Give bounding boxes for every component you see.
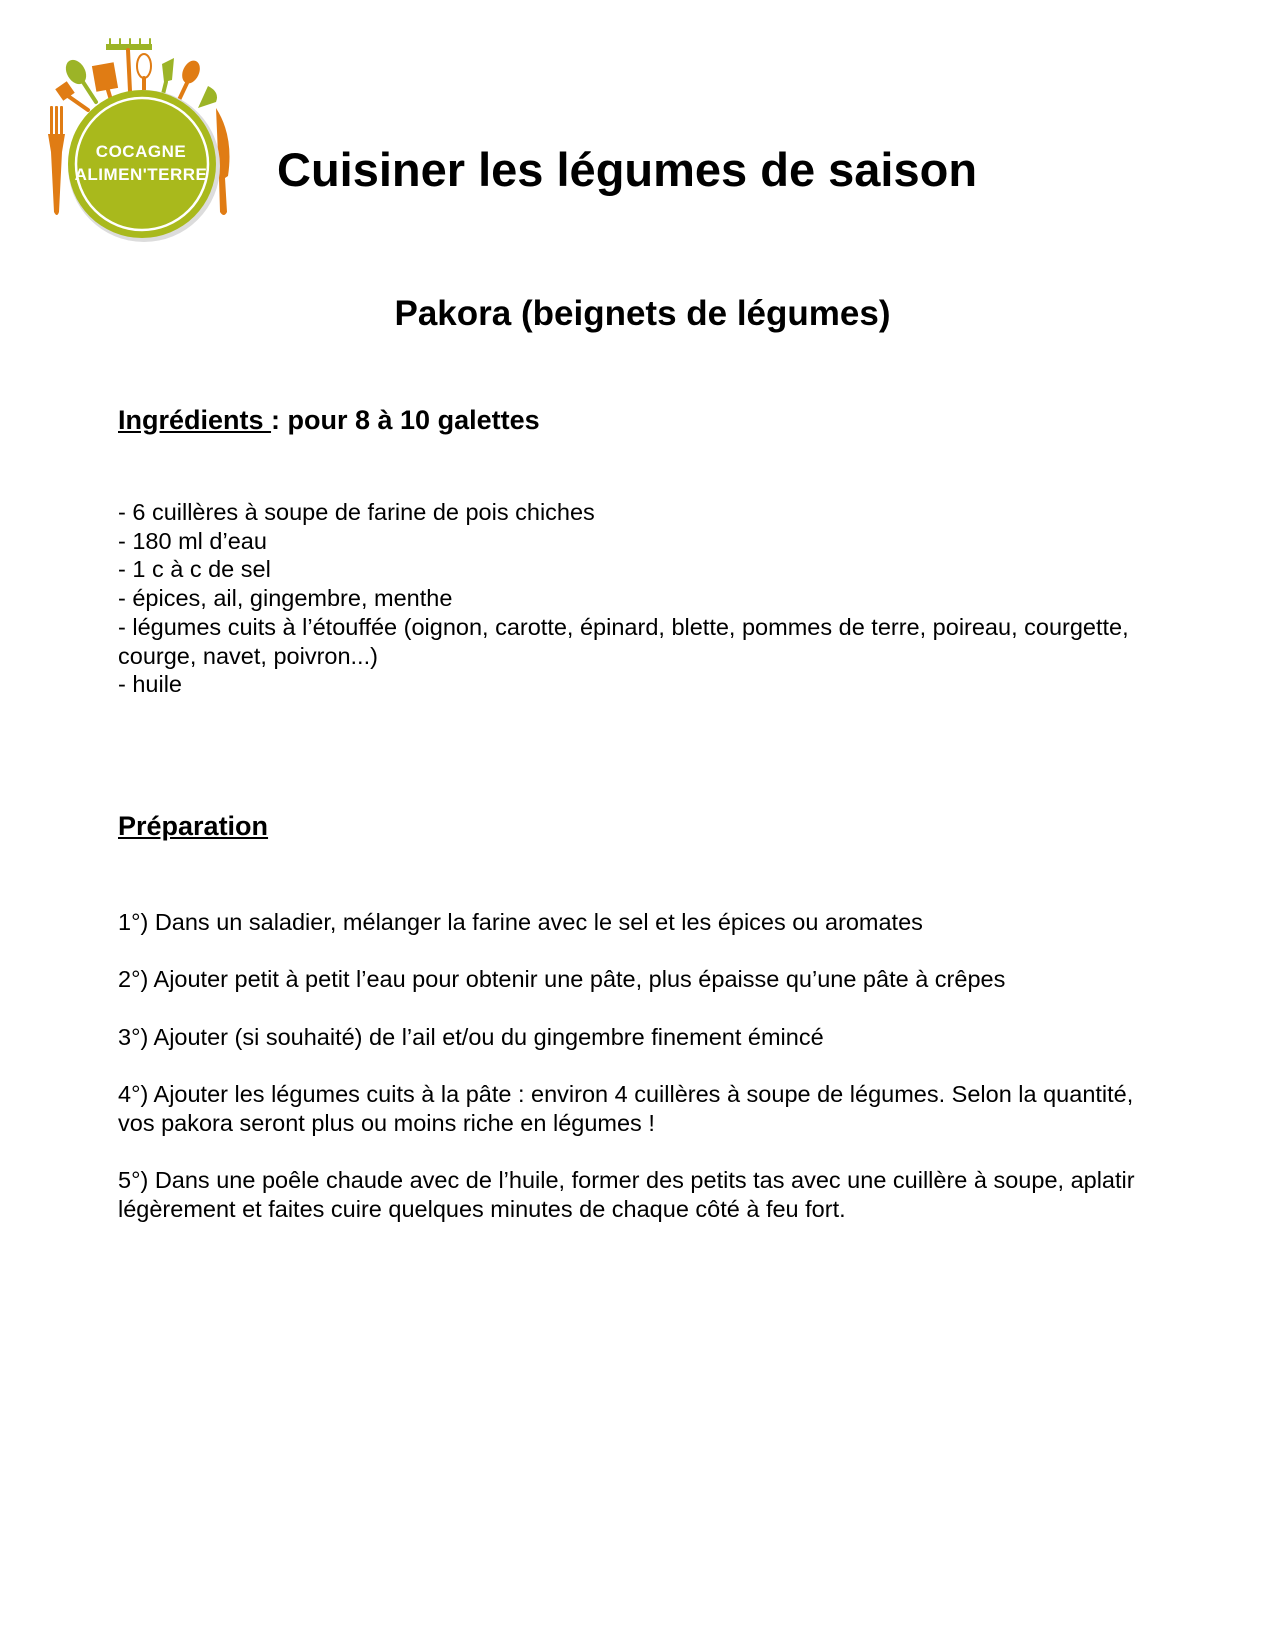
recipe-title: Pakora (beignets de légumes)	[394, 294, 891, 333]
preparation-step: 1°) Dans un saladier, mélanger la farine avec le sel et les épices ou aromates	[118, 909, 923, 935]
ingredient-item: - 1 c à c de sel	[118, 556, 271, 583]
document-title: Cuisiner les légumes de saison	[277, 143, 978, 196]
ingredient-item: - épices, ail, gingembre, menthe	[118, 585, 453, 612]
preparation-step: 5°) Dans une poêle chaude avec de l’huile, former des petits tas avec une cuillère à soupe, aplatir légèrement et faites cuire quelques minutes de chaque côté à feu fort.	[118, 1166, 1135, 1222]
preparation-steps	[118, 908, 1168, 1252]
logo-text-line1: COCAGNE	[95, 142, 187, 161]
ingredient-item: - 180 ml d’eau	[118, 527, 267, 554]
ingredients-heading-suffix: : pour 8 à 10 galettes	[271, 405, 540, 435]
ingredients-heading-label: Ingrédients	[118, 405, 272, 435]
ingredient-item: - 6 cuillères à soupe de farine de pois chiches	[118, 499, 595, 525]
logo-text-line2: ALIMEN'TERRE	[74, 165, 208, 184]
fork-icon	[48, 106, 65, 215]
cocagne-logo	[38, 36, 248, 246]
ingredient-item: - huile	[118, 671, 183, 698]
preparation-step: 3°) Ajouter (si souhaité) de l’ail et/ou du gingembre finement émincé	[118, 1023, 824, 1050]
preparation-heading-label: Préparation	[118, 811, 269, 841]
preparation-step: 4°) Ajouter les légumes cuits à la pâte : environ 4 cuillères à soupe de légumes. Selon la quantité, vos pakora seront plus ou moins riche en légumes !	[118, 1080, 1134, 1136]
ingredients-list	[118, 498, 1158, 699]
preparation-heading	[118, 810, 268, 842]
ingredients-heading	[118, 404, 540, 436]
ingredient-item: - légumes cuits à l’étouffée (oignon, carotte, épinard, blette, pommes de terre, poireau, courgette, courge, navet, poivron...)	[118, 613, 1129, 669]
preparation-step: 2°) Ajouter petit à petit l’eau pour obtenir une pâte, plus épaisse qu’une pâte à crêpes	[118, 966, 1006, 993]
